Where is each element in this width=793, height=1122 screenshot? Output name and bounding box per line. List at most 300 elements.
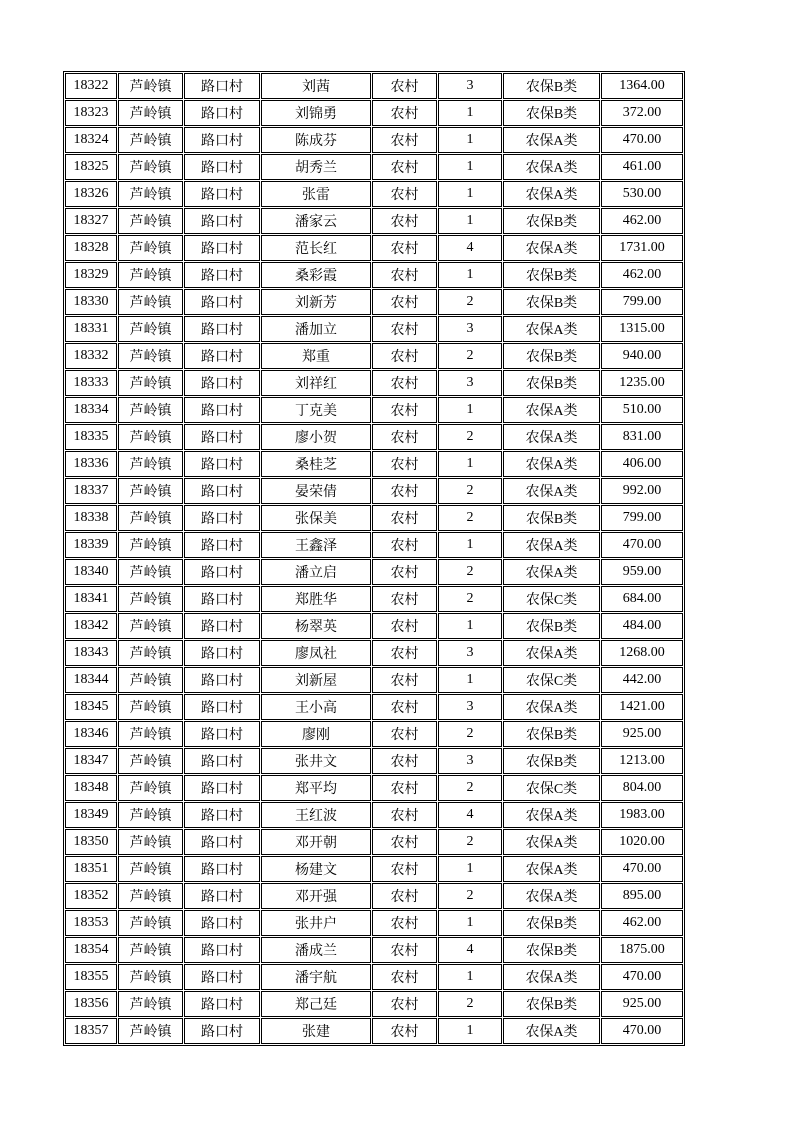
town-cell: 芦岭镇 bbox=[118, 100, 183, 126]
insurance-class-cell: 农保B类 bbox=[503, 721, 600, 747]
person-count-cell: 2 bbox=[438, 586, 502, 612]
person-count-cell: 1 bbox=[438, 262, 502, 288]
village-cell: 路口村 bbox=[184, 667, 260, 693]
village-cell: 路口村 bbox=[184, 370, 260, 396]
amount-cell: 1213.00 bbox=[601, 748, 683, 774]
amount-cell: 470.00 bbox=[601, 964, 683, 990]
table-row bbox=[65, 802, 683, 828]
residence-type-cell: 农村 bbox=[372, 775, 437, 801]
record-id-cell: 18327 bbox=[65, 208, 117, 234]
person-name-cell: 刘锦勇 bbox=[261, 100, 371, 126]
person-count-cell: 4 bbox=[438, 937, 502, 963]
residence-type-cell: 农村 bbox=[372, 370, 437, 396]
person-count-cell: 2 bbox=[438, 478, 502, 504]
person-count-cell: 1 bbox=[438, 667, 502, 693]
village-cell: 路口村 bbox=[184, 856, 260, 882]
village-cell: 路口村 bbox=[184, 424, 260, 450]
town-cell: 芦岭镇 bbox=[118, 505, 183, 531]
town-cell: 芦岭镇 bbox=[118, 613, 183, 639]
village-cell: 路口村 bbox=[184, 721, 260, 747]
residence-type-cell: 农村 bbox=[372, 208, 437, 234]
person-name-cell: 陈成芬 bbox=[261, 127, 371, 153]
amount-cell: 442.00 bbox=[601, 667, 683, 693]
person-name-cell: 郑胜华 bbox=[261, 586, 371, 612]
table-row bbox=[65, 991, 683, 1017]
insurance-class-cell: 农保B类 bbox=[503, 262, 600, 288]
amount-cell: 959.00 bbox=[601, 559, 683, 585]
village-cell: 路口村 bbox=[184, 451, 260, 477]
residence-type-cell: 农村 bbox=[372, 73, 437, 99]
residence-type-cell: 农村 bbox=[372, 667, 437, 693]
record-id-cell: 18324 bbox=[65, 127, 117, 153]
record-id-cell: 18352 bbox=[65, 883, 117, 909]
table-row bbox=[65, 451, 683, 477]
insurance-class-cell: 农保C类 bbox=[503, 775, 600, 801]
residence-type-cell: 农村 bbox=[372, 559, 437, 585]
insurance-class-cell: 农保B类 bbox=[503, 208, 600, 234]
amount-cell: 470.00 bbox=[601, 127, 683, 153]
town-cell: 芦岭镇 bbox=[118, 748, 183, 774]
record-id-cell: 18353 bbox=[65, 910, 117, 936]
village-cell: 路口村 bbox=[184, 127, 260, 153]
person-count-cell: 4 bbox=[438, 802, 502, 828]
record-id-cell: 18335 bbox=[65, 424, 117, 450]
insurance-class-cell: 农保A类 bbox=[503, 451, 600, 477]
insurance-class-cell: 农保B类 bbox=[503, 370, 600, 396]
village-cell: 路口村 bbox=[184, 937, 260, 963]
person-count-cell: 3 bbox=[438, 73, 502, 99]
table-row bbox=[65, 208, 683, 234]
town-cell: 芦岭镇 bbox=[118, 1018, 183, 1044]
person-name-cell: 邓开强 bbox=[261, 883, 371, 909]
village-cell: 路口村 bbox=[184, 586, 260, 612]
village-cell: 路口村 bbox=[184, 316, 260, 342]
amount-cell: 461.00 bbox=[601, 154, 683, 180]
table-row bbox=[65, 640, 683, 666]
person-count-cell: 2 bbox=[438, 829, 502, 855]
person-name-cell: 张井文 bbox=[261, 748, 371, 774]
village-cell: 路口村 bbox=[184, 343, 260, 369]
amount-cell: 1315.00 bbox=[601, 316, 683, 342]
person-name-cell: 张井户 bbox=[261, 910, 371, 936]
residence-type-cell: 农村 bbox=[372, 505, 437, 531]
village-cell: 路口村 bbox=[184, 748, 260, 774]
table-row bbox=[65, 127, 683, 153]
residence-type-cell: 农村 bbox=[372, 1018, 437, 1044]
person-count-cell: 2 bbox=[438, 883, 502, 909]
amount-cell: 530.00 bbox=[601, 181, 683, 207]
town-cell: 芦岭镇 bbox=[118, 316, 183, 342]
person-count-cell: 1 bbox=[438, 964, 502, 990]
amount-cell: 925.00 bbox=[601, 991, 683, 1017]
table-row bbox=[65, 856, 683, 882]
residence-type-cell: 农村 bbox=[372, 154, 437, 180]
village-cell: 路口村 bbox=[184, 397, 260, 423]
residence-type-cell: 农村 bbox=[372, 721, 437, 747]
table-row bbox=[65, 343, 683, 369]
record-id-cell: 18334 bbox=[65, 397, 117, 423]
person-count-cell: 2 bbox=[438, 775, 502, 801]
village-cell: 路口村 bbox=[184, 829, 260, 855]
record-id-cell: 18337 bbox=[65, 478, 117, 504]
town-cell: 芦岭镇 bbox=[118, 181, 183, 207]
insurance-class-cell: 农保A类 bbox=[503, 235, 600, 261]
record-id-cell: 18343 bbox=[65, 640, 117, 666]
amount-cell: 406.00 bbox=[601, 451, 683, 477]
person-name-cell: 杨建文 bbox=[261, 856, 371, 882]
town-cell: 芦岭镇 bbox=[118, 262, 183, 288]
town-cell: 芦岭镇 bbox=[118, 640, 183, 666]
residence-type-cell: 农村 bbox=[372, 532, 437, 558]
person-name-cell: 刘茜 bbox=[261, 73, 371, 99]
village-cell: 路口村 bbox=[184, 910, 260, 936]
residence-type-cell: 农村 bbox=[372, 262, 437, 288]
record-id-cell: 18322 bbox=[65, 73, 117, 99]
insurance-class-cell: 农保A类 bbox=[503, 127, 600, 153]
table-row bbox=[65, 667, 683, 693]
town-cell: 芦岭镇 bbox=[118, 667, 183, 693]
insurance-class-cell: 农保A类 bbox=[503, 640, 600, 666]
town-cell: 芦岭镇 bbox=[118, 127, 183, 153]
insurance-class-cell: 农保C类 bbox=[503, 586, 600, 612]
table-row bbox=[65, 775, 683, 801]
village-cell: 路口村 bbox=[184, 532, 260, 558]
person-name-cell: 杨翠英 bbox=[261, 613, 371, 639]
person-name-cell: 廖凤社 bbox=[261, 640, 371, 666]
insurance-class-cell: 农保A类 bbox=[503, 316, 600, 342]
residence-type-cell: 农村 bbox=[372, 829, 437, 855]
residence-type-cell: 农村 bbox=[372, 964, 437, 990]
residence-type-cell: 农村 bbox=[372, 613, 437, 639]
table-row bbox=[65, 154, 683, 180]
village-cell: 路口村 bbox=[184, 154, 260, 180]
record-id-cell: 18354 bbox=[65, 937, 117, 963]
record-id-cell: 18355 bbox=[65, 964, 117, 990]
village-cell: 路口村 bbox=[184, 694, 260, 720]
record-id-cell: 18356 bbox=[65, 991, 117, 1017]
person-count-cell: 3 bbox=[438, 694, 502, 720]
person-name-cell: 胡秀兰 bbox=[261, 154, 371, 180]
person-count-cell: 3 bbox=[438, 640, 502, 666]
amount-cell: 1268.00 bbox=[601, 640, 683, 666]
person-count-cell: 1 bbox=[438, 154, 502, 180]
insurance-class-cell: 农保A类 bbox=[503, 802, 600, 828]
insurance-class-cell: 农保B类 bbox=[503, 937, 600, 963]
record-id-cell: 18338 bbox=[65, 505, 117, 531]
person-count-cell: 1 bbox=[438, 127, 502, 153]
amount-cell: 1020.00 bbox=[601, 829, 683, 855]
person-count-cell: 2 bbox=[438, 343, 502, 369]
person-count-cell: 2 bbox=[438, 991, 502, 1017]
residence-type-cell: 农村 bbox=[372, 586, 437, 612]
person-count-cell: 1 bbox=[438, 613, 502, 639]
person-name-cell: 王小高 bbox=[261, 694, 371, 720]
residence-type-cell: 农村 bbox=[372, 235, 437, 261]
village-cell: 路口村 bbox=[184, 181, 260, 207]
village-cell: 路口村 bbox=[184, 775, 260, 801]
town-cell: 芦岭镇 bbox=[118, 343, 183, 369]
amount-cell: 484.00 bbox=[601, 613, 683, 639]
amount-cell: 462.00 bbox=[601, 262, 683, 288]
record-id-cell: 18339 bbox=[65, 532, 117, 558]
person-count-cell: 3 bbox=[438, 316, 502, 342]
amount-cell: 462.00 bbox=[601, 910, 683, 936]
insurance-class-cell: 农保A类 bbox=[503, 397, 600, 423]
person-name-cell: 廖小贺 bbox=[261, 424, 371, 450]
insurance-class-cell: 农保B类 bbox=[503, 100, 600, 126]
record-id-cell: 18350 bbox=[65, 829, 117, 855]
table-row bbox=[65, 910, 683, 936]
village-cell: 路口村 bbox=[184, 559, 260, 585]
insurance-class-cell: 农保B类 bbox=[503, 748, 600, 774]
person-count-cell: 1 bbox=[438, 451, 502, 477]
residence-type-cell: 农村 bbox=[372, 127, 437, 153]
insurance-class-cell: 农保A类 bbox=[503, 559, 600, 585]
person-name-cell: 张雷 bbox=[261, 181, 371, 207]
record-id-cell: 18331 bbox=[65, 316, 117, 342]
table-row bbox=[65, 586, 683, 612]
town-cell: 芦岭镇 bbox=[118, 289, 183, 315]
amount-cell: 1875.00 bbox=[601, 937, 683, 963]
insurance-class-cell: 农保A类 bbox=[503, 856, 600, 882]
insurance-class-cell: 农保A类 bbox=[503, 1018, 600, 1044]
amount-cell: 462.00 bbox=[601, 208, 683, 234]
village-cell: 路口村 bbox=[184, 289, 260, 315]
amount-cell: 470.00 bbox=[601, 1018, 683, 1044]
town-cell: 芦岭镇 bbox=[118, 883, 183, 909]
person-name-cell: 王红波 bbox=[261, 802, 371, 828]
table-row bbox=[65, 100, 683, 126]
table-row bbox=[65, 370, 683, 396]
table-row bbox=[65, 289, 683, 315]
person-count-cell: 1 bbox=[438, 910, 502, 936]
village-cell: 路口村 bbox=[184, 235, 260, 261]
person-count-cell: 3 bbox=[438, 748, 502, 774]
insurance-class-cell: 农保A类 bbox=[503, 181, 600, 207]
insurance-class-cell: 农保A类 bbox=[503, 964, 600, 990]
insurance-class-cell: 农保B类 bbox=[503, 613, 600, 639]
record-id-cell: 18330 bbox=[65, 289, 117, 315]
table-body bbox=[65, 73, 683, 1044]
village-cell: 路口村 bbox=[184, 478, 260, 504]
town-cell: 芦岭镇 bbox=[118, 964, 183, 990]
table-row bbox=[65, 613, 683, 639]
insurance-class-cell: 农保B类 bbox=[503, 343, 600, 369]
table-row bbox=[65, 559, 683, 585]
village-cell: 路口村 bbox=[184, 613, 260, 639]
town-cell: 芦岭镇 bbox=[118, 235, 183, 261]
record-id-cell: 18357 bbox=[65, 1018, 117, 1044]
town-cell: 芦岭镇 bbox=[118, 451, 183, 477]
amount-cell: 470.00 bbox=[601, 856, 683, 882]
record-id-cell: 18326 bbox=[65, 181, 117, 207]
amount-cell: 1235.00 bbox=[601, 370, 683, 396]
insurance-class-cell: 农保B类 bbox=[503, 910, 600, 936]
village-cell: 路口村 bbox=[184, 991, 260, 1017]
town-cell: 芦岭镇 bbox=[118, 856, 183, 882]
record-id-cell: 18346 bbox=[65, 721, 117, 747]
insurance-class-cell: 农保B类 bbox=[503, 73, 600, 99]
residence-type-cell: 农村 bbox=[372, 694, 437, 720]
person-count-cell: 3 bbox=[438, 370, 502, 396]
village-cell: 路口村 bbox=[184, 964, 260, 990]
residence-type-cell: 农村 bbox=[372, 100, 437, 126]
village-cell: 路口村 bbox=[184, 73, 260, 99]
person-name-cell: 王鑫泽 bbox=[261, 532, 371, 558]
town-cell: 芦岭镇 bbox=[118, 829, 183, 855]
residence-type-cell: 农村 bbox=[372, 289, 437, 315]
village-cell: 路口村 bbox=[184, 100, 260, 126]
residence-type-cell: 农村 bbox=[372, 937, 437, 963]
person-count-cell: 1 bbox=[438, 532, 502, 558]
town-cell: 芦岭镇 bbox=[118, 802, 183, 828]
village-cell: 路口村 bbox=[184, 1018, 260, 1044]
table-row bbox=[65, 73, 683, 99]
residence-type-cell: 农村 bbox=[372, 181, 437, 207]
table-row bbox=[65, 829, 683, 855]
town-cell: 芦岭镇 bbox=[118, 154, 183, 180]
residence-type-cell: 农村 bbox=[372, 802, 437, 828]
table-row bbox=[65, 964, 683, 990]
person-name-cell: 潘成兰 bbox=[261, 937, 371, 963]
village-cell: 路口村 bbox=[184, 505, 260, 531]
person-count-cell: 2 bbox=[438, 289, 502, 315]
person-name-cell: 潘加立 bbox=[261, 316, 371, 342]
amount-cell: 992.00 bbox=[601, 478, 683, 504]
record-id-cell: 18351 bbox=[65, 856, 117, 882]
insurance-class-cell: 农保A类 bbox=[503, 424, 600, 450]
village-cell: 路口村 bbox=[184, 883, 260, 909]
record-id-cell: 18333 bbox=[65, 370, 117, 396]
beneficiary-table bbox=[63, 71, 685, 1046]
residence-type-cell: 农村 bbox=[372, 343, 437, 369]
person-name-cell: 潘宇航 bbox=[261, 964, 371, 990]
table-row bbox=[65, 883, 683, 909]
table-row bbox=[65, 1018, 683, 1044]
insurance-class-cell: 农保A类 bbox=[503, 154, 600, 180]
residence-type-cell: 农村 bbox=[372, 748, 437, 774]
person-name-cell: 郑重 bbox=[261, 343, 371, 369]
person-name-cell: 刘祥红 bbox=[261, 370, 371, 396]
amount-cell: 831.00 bbox=[601, 424, 683, 450]
table-row bbox=[65, 505, 683, 531]
town-cell: 芦岭镇 bbox=[118, 586, 183, 612]
amount-cell: 1364.00 bbox=[601, 73, 683, 99]
table-row bbox=[65, 721, 683, 747]
town-cell: 芦岭镇 bbox=[118, 721, 183, 747]
amount-cell: 799.00 bbox=[601, 289, 683, 315]
record-id-cell: 18328 bbox=[65, 235, 117, 261]
record-id-cell: 18347 bbox=[65, 748, 117, 774]
town-cell: 芦岭镇 bbox=[118, 208, 183, 234]
residence-type-cell: 农村 bbox=[372, 856, 437, 882]
insurance-class-cell: 农保B类 bbox=[503, 991, 600, 1017]
town-cell: 芦岭镇 bbox=[118, 775, 183, 801]
record-id-cell: 18329 bbox=[65, 262, 117, 288]
town-cell: 芦岭镇 bbox=[118, 73, 183, 99]
residence-type-cell: 农村 bbox=[372, 883, 437, 909]
town-cell: 芦岭镇 bbox=[118, 694, 183, 720]
person-name-cell: 廖刚 bbox=[261, 721, 371, 747]
person-count-cell: 2 bbox=[438, 424, 502, 450]
person-name-cell: 郑平均 bbox=[261, 775, 371, 801]
town-cell: 芦岭镇 bbox=[118, 559, 183, 585]
residence-type-cell: 农村 bbox=[372, 316, 437, 342]
amount-cell: 510.00 bbox=[601, 397, 683, 423]
person-name-cell: 邓开朝 bbox=[261, 829, 371, 855]
insurance-class-cell: 农保B类 bbox=[503, 289, 600, 315]
person-count-cell: 4 bbox=[438, 235, 502, 261]
person-count-cell: 1 bbox=[438, 100, 502, 126]
amount-cell: 925.00 bbox=[601, 721, 683, 747]
person-name-cell: 张建 bbox=[261, 1018, 371, 1044]
person-count-cell: 1 bbox=[438, 856, 502, 882]
residence-type-cell: 农村 bbox=[372, 910, 437, 936]
residence-type-cell: 农村 bbox=[372, 424, 437, 450]
record-id-cell: 18349 bbox=[65, 802, 117, 828]
person-count-cell: 1 bbox=[438, 208, 502, 234]
person-name-cell: 范长红 bbox=[261, 235, 371, 261]
person-name-cell: 潘立启 bbox=[261, 559, 371, 585]
person-name-cell: 潘家云 bbox=[261, 208, 371, 234]
person-name-cell: 郑己廷 bbox=[261, 991, 371, 1017]
insurance-class-cell: 农保A类 bbox=[503, 829, 600, 855]
record-id-cell: 18340 bbox=[65, 559, 117, 585]
table-row bbox=[65, 397, 683, 423]
residence-type-cell: 农村 bbox=[372, 640, 437, 666]
insurance-class-cell: 农保A类 bbox=[503, 532, 600, 558]
town-cell: 芦岭镇 bbox=[118, 937, 183, 963]
amount-cell: 804.00 bbox=[601, 775, 683, 801]
amount-cell: 470.00 bbox=[601, 532, 683, 558]
amount-cell: 1731.00 bbox=[601, 235, 683, 261]
town-cell: 芦岭镇 bbox=[118, 532, 183, 558]
table-row bbox=[65, 748, 683, 774]
record-id-cell: 18332 bbox=[65, 343, 117, 369]
table-row bbox=[65, 181, 683, 207]
table-row bbox=[65, 937, 683, 963]
insurance-class-cell: 农保A类 bbox=[503, 883, 600, 909]
person-name-cell: 桑桂芝 bbox=[261, 451, 371, 477]
person-name-cell: 刘新屋 bbox=[261, 667, 371, 693]
town-cell: 芦岭镇 bbox=[118, 370, 183, 396]
person-name-cell: 刘新芳 bbox=[261, 289, 371, 315]
town-cell: 芦岭镇 bbox=[118, 424, 183, 450]
residence-type-cell: 农村 bbox=[372, 397, 437, 423]
town-cell: 芦岭镇 bbox=[118, 478, 183, 504]
village-cell: 路口村 bbox=[184, 262, 260, 288]
amount-cell: 1421.00 bbox=[601, 694, 683, 720]
amount-cell: 940.00 bbox=[601, 343, 683, 369]
record-id-cell: 18325 bbox=[65, 154, 117, 180]
amount-cell: 1983.00 bbox=[601, 802, 683, 828]
record-id-cell: 18323 bbox=[65, 100, 117, 126]
record-id-cell: 18341 bbox=[65, 586, 117, 612]
table-row bbox=[65, 694, 683, 720]
person-count-cell: 2 bbox=[438, 559, 502, 585]
person-name-cell: 晏荣倩 bbox=[261, 478, 371, 504]
person-name-cell: 丁克美 bbox=[261, 397, 371, 423]
person-count-cell: 1 bbox=[438, 1018, 502, 1044]
residence-type-cell: 农村 bbox=[372, 991, 437, 1017]
person-name-cell: 桑彩霞 bbox=[261, 262, 371, 288]
amount-cell: 895.00 bbox=[601, 883, 683, 909]
table-row bbox=[65, 262, 683, 288]
village-cell: 路口村 bbox=[184, 802, 260, 828]
record-id-cell: 18342 bbox=[65, 613, 117, 639]
person-count-cell: 2 bbox=[438, 505, 502, 531]
town-cell: 芦岭镇 bbox=[118, 910, 183, 936]
